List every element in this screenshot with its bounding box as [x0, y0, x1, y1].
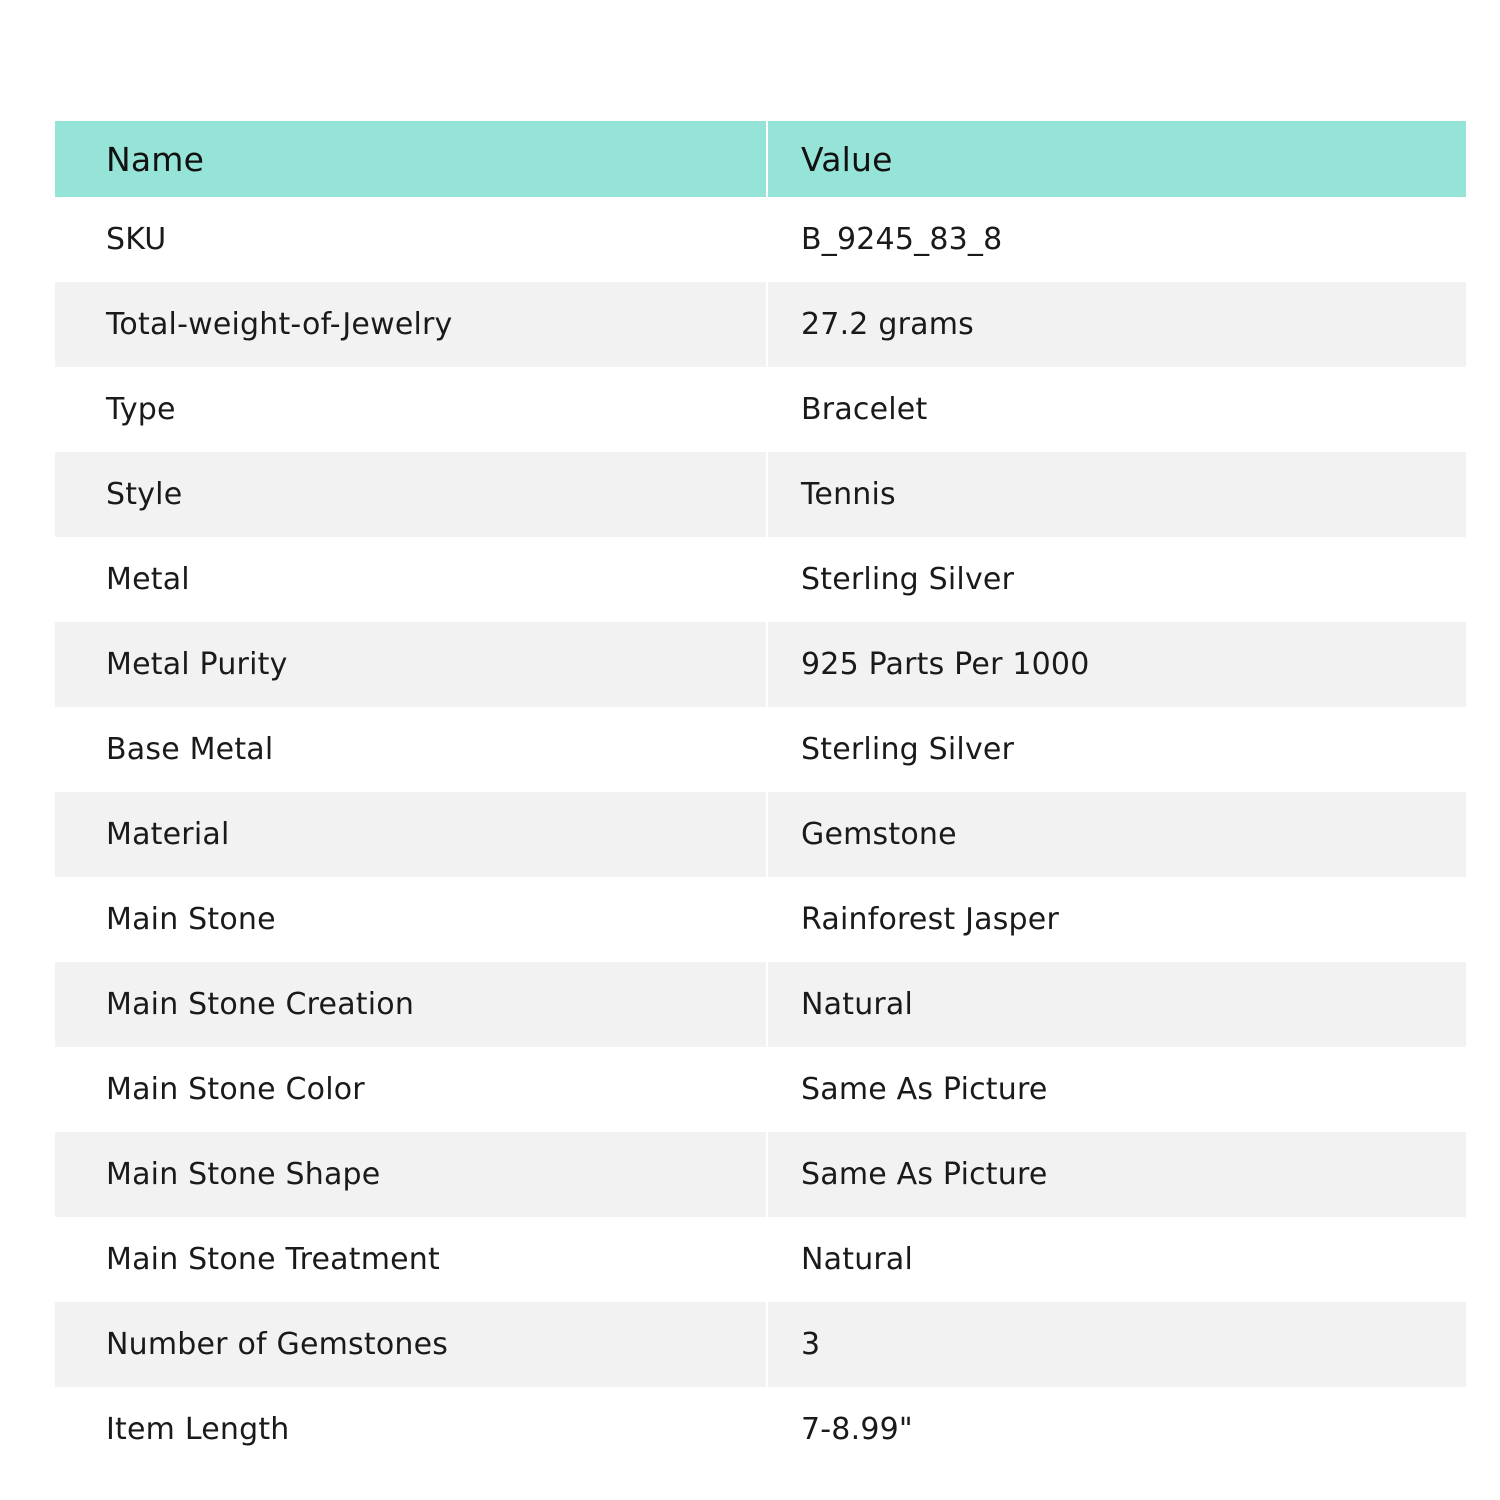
row-value: Gemstone [768, 792, 1466, 877]
row-value: Natural [768, 1217, 1466, 1302]
row-name: Metal Purity [55, 622, 766, 707]
row-name: Material [55, 792, 766, 877]
row-name: Main Stone [55, 877, 766, 962]
row-name: Total-weight-of-Jewelry [55, 282, 766, 367]
table-row [55, 792, 1466, 877]
row-name: Main Stone Shape [55, 1132, 766, 1217]
row-name: Type [55, 367, 766, 452]
table-row [55, 1047, 1466, 1132]
row-name: Main Stone Creation [55, 962, 766, 1047]
row-value: Natural [768, 962, 1466, 1047]
row-name: Metal [55, 537, 766, 622]
header-name: Name [55, 121, 766, 197]
row-name: SKU [55, 197, 766, 282]
row-value: Same As Picture [768, 1047, 1466, 1132]
row-value: B_9245_83_8 [768, 197, 1466, 282]
spec-table [55, 121, 1466, 1472]
row-value: 7-8.99" [768, 1387, 1466, 1472]
row-value: Same As Picture [768, 1132, 1466, 1217]
row-name: Main Stone Color [55, 1047, 766, 1132]
table-header-row [55, 121, 1466, 197]
row-value: Sterling Silver [768, 707, 1466, 792]
row-name: Style [55, 452, 766, 537]
table-row [55, 282, 1466, 367]
table-row [55, 1387, 1466, 1472]
table-row [55, 707, 1466, 792]
row-value: Bracelet [768, 367, 1466, 452]
header-value: Value [768, 121, 1466, 197]
row-value: Tennis [768, 452, 1466, 537]
row-name: Number of Gemstones [55, 1302, 766, 1387]
row-name: Base Metal [55, 707, 766, 792]
table-row [55, 1217, 1466, 1302]
table-row [55, 962, 1466, 1047]
row-value: 27.2 grams [768, 282, 1466, 367]
row-name: Main Stone Treatment [55, 1217, 766, 1302]
table-row [55, 537, 1466, 622]
table-row [55, 1302, 1466, 1387]
row-value: 3 [768, 1302, 1466, 1387]
table-row [55, 877, 1466, 962]
row-value: Sterling Silver [768, 537, 1466, 622]
table-row [55, 367, 1466, 452]
table-row [55, 452, 1466, 537]
row-value: Rainforest Jasper [768, 877, 1466, 962]
table-row [55, 622, 1466, 707]
table-row [55, 197, 1466, 282]
table-row [55, 1132, 1466, 1217]
row-value: 925 Parts Per 1000 [768, 622, 1466, 707]
row-name: Item Length [55, 1387, 766, 1472]
